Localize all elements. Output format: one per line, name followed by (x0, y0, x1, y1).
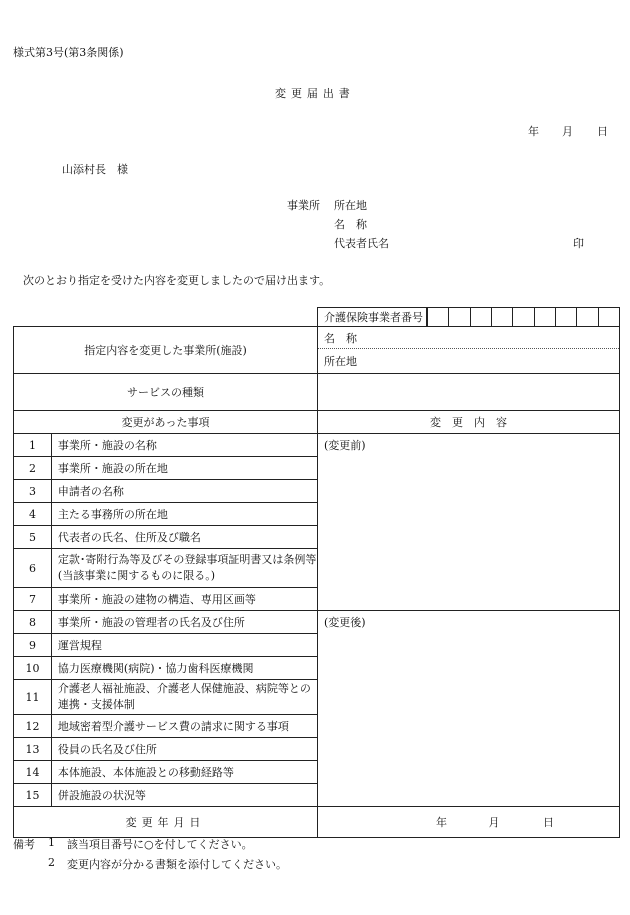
item-label: 地域密着型介護サービス費の請求に関する事項 (51, 715, 317, 738)
office-name-field-label: 名 称 (324, 331, 358, 345)
change-table (13, 326, 620, 838)
change-date-year: 年 (436, 816, 448, 829)
after-change-field[interactable] (318, 611, 620, 807)
item-number: 3 (14, 480, 52, 503)
provider-number-digits[interactable] (427, 308, 620, 327)
item-label: 事業所・施設の名称 (51, 434, 317, 457)
digit-box[interactable] (534, 308, 555, 326)
item-label: 事業所・施設の管理者の氏名及び住所 (51, 611, 317, 634)
before-change-field[interactable] (318, 434, 620, 611)
change-date-label: 変更年月日 (14, 807, 318, 838)
addressee: 山添村長 様 (62, 163, 128, 176)
digit-box[interactable] (491, 308, 512, 326)
representative-label: 代表者氏名 (334, 237, 389, 250)
digit-box[interactable] (449, 308, 470, 326)
item-label: 介護老人福祉施設、介護老人保健施設、病院等との連携・支援体制 (51, 680, 317, 715)
date-day: 日 (597, 125, 608, 138)
change-date-field[interactable] (318, 807, 620, 838)
note-number: 1 (48, 836, 55, 849)
item-number: 10 (14, 657, 52, 680)
item-label: 役員の氏名及び住所 (51, 738, 317, 761)
before-change-label: (変更前) (324, 439, 366, 452)
item-number: 6 (14, 549, 52, 588)
form-number: 様式第3号(第3条関係) (13, 46, 124, 59)
item-number: 7 (14, 588, 52, 611)
page-title: 変更届出書 (275, 87, 355, 100)
digit-box[interactable] (555, 308, 576, 326)
intro-text: 次のとおり指定を受けた内容を変更しましたので届け出ます。 (23, 274, 331, 287)
provider-number-label: 介護保険事業者番号 (318, 308, 427, 327)
item-label: 事業所・施設の所在地 (51, 457, 317, 480)
item-number: 14 (14, 761, 52, 784)
change-date-day: 日 (543, 816, 555, 829)
item-number: 2 (14, 457, 52, 480)
item-label: 主たる事務所の所在地 (51, 503, 317, 526)
office-name-field[interactable] (318, 327, 620, 349)
digit-box[interactable] (598, 308, 619, 326)
service-type-label: サービスの種類 (14, 374, 318, 411)
digit-box[interactable] (513, 308, 534, 326)
digit-box[interactable] (428, 308, 449, 326)
date-month: 月 (562, 125, 573, 138)
item-label: 協力医療機関(病院)・協力歯科医療機関 (51, 657, 317, 680)
change-content-header: 変 更 内 容 (318, 411, 620, 434)
digit-box[interactable] (470, 308, 491, 326)
item-number: 12 (14, 715, 52, 738)
item-number: 11 (14, 680, 52, 715)
service-type-field[interactable] (318, 374, 620, 411)
item-number: 1 (14, 434, 52, 457)
notes-label: 備考 (13, 838, 35, 851)
note-number: 2 (48, 856, 55, 869)
item-label: 事業所・施設の建物の構造、専用区画等 (51, 588, 317, 611)
provider-number-row (317, 307, 620, 327)
office-address-field[interactable] (318, 349, 620, 374)
office-label: 事業所 (287, 199, 320, 212)
after-change-label: (変更後) (324, 616, 366, 629)
change-date-month: 月 (488, 816, 500, 829)
changed-office-label: 指定内容を変更した事業所(施設) (14, 327, 318, 374)
item-label: 運営規程 (51, 634, 317, 657)
item-number: 8 (14, 611, 52, 634)
note-text: 変更内容が分かる書類を添付してください。 (67, 858, 287, 871)
office-name-label: 名 称 (334, 218, 367, 231)
seal-mark: 印 (573, 237, 584, 250)
changed-items-header: 変更があった事項 (14, 411, 318, 434)
item-label: 定款･寄附行為等及びその登録事項証明書又は条例等(当該事業に関するものに限る。) (51, 549, 317, 588)
item-number: 5 (14, 526, 52, 549)
office-address-label: 所在地 (334, 199, 367, 212)
item-number: 15 (14, 784, 52, 807)
item-label: 申請者の名称 (51, 480, 317, 503)
item-label: 本体施設、本体施設との移動経路等 (51, 761, 317, 784)
digit-box[interactable] (577, 308, 598, 326)
date-year: 年 (528, 125, 539, 138)
item-number: 4 (14, 503, 52, 526)
item-number: 13 (14, 738, 52, 761)
office-address-field-label: 所在地 (324, 355, 358, 369)
item-label: 代表者の氏名、住所及び職名 (51, 526, 317, 549)
item-label: 併設施設の状況等 (51, 784, 317, 807)
note-text: 該当項目番号に○を付してください。 (67, 838, 253, 851)
item-number: 9 (14, 634, 52, 657)
